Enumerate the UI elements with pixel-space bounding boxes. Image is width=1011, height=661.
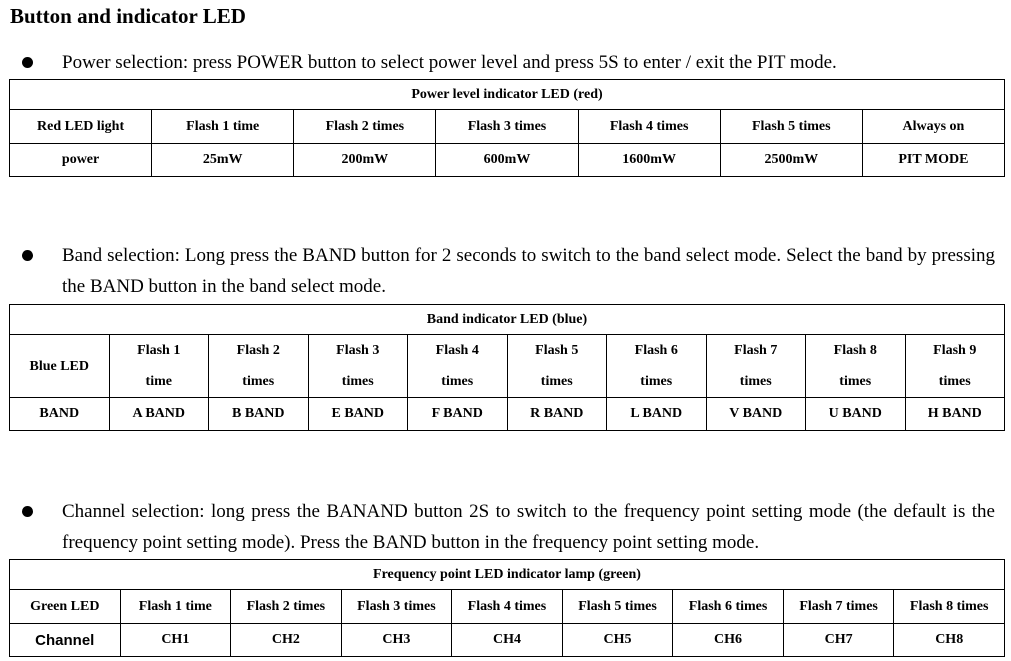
band-row-label: Blue LED bbox=[10, 335, 110, 398]
channel-row-label: Channel bbox=[10, 624, 121, 657]
channel-value-cell: CH1 bbox=[120, 624, 231, 657]
power-value-cell: 2500mW bbox=[720, 144, 862, 177]
channel-header-cell: Flash 3 times bbox=[341, 590, 452, 624]
band-value-cell: R BAND bbox=[507, 398, 607, 431]
channel-value-cell: CH8 bbox=[894, 624, 1005, 657]
channel-value-cell: CH2 bbox=[231, 624, 342, 657]
bullet-dot-icon bbox=[22, 57, 33, 68]
channel-header-cell: Flash 1 time bbox=[120, 590, 231, 624]
channel-header-cell: Flash 6 times bbox=[673, 590, 784, 624]
table-row bbox=[10, 144, 1005, 177]
band-header-cell: Flash 7 times bbox=[706, 335, 806, 398]
power-value-cell: 25mW bbox=[152, 144, 294, 177]
power-header-cell: Flash 5 times bbox=[720, 110, 862, 144]
table-row bbox=[10, 398, 1005, 431]
power-header-cell: Flash 2 times bbox=[294, 110, 436, 144]
section-heading: Button and indicator LED bbox=[10, 4, 246, 28]
table-row bbox=[10, 335, 1005, 398]
channel-value-cell: CH4 bbox=[452, 624, 563, 657]
power-value-cell: power bbox=[10, 144, 152, 177]
band-header-cell: Flash 6 times bbox=[607, 335, 707, 398]
power-selection-text: Power selection: press POWER button to select power level and press 5S to enter / exit the PIT mode. bbox=[62, 52, 837, 73]
band-value-cell: E BAND bbox=[308, 398, 408, 431]
band-selection-text: Band selection: Long press the BAND button for 2 seconds to switch to the band select mode. Select the band by pressing the BAND button in the band select mode. bbox=[62, 245, 995, 297]
channel-selection-text: Channel selection: long press the BANAND button 2S to switch to the frequency point setting mode (the default is the frequency point setting mode). Press the BAND button in the frequency point setting mode. bbox=[62, 501, 995, 553]
band-header-cell: Flash 8 times bbox=[806, 335, 906, 398]
band-header-cell: Flash 1 time bbox=[109, 335, 209, 398]
band-header-cell: Flash 9 times bbox=[905, 335, 1005, 398]
table-row bbox=[10, 624, 1005, 657]
power-header-cell: Always on bbox=[862, 110, 1004, 144]
power-header-cell: Flash 1 time bbox=[152, 110, 294, 144]
band-header-cell: Flash 2 times bbox=[209, 335, 309, 398]
power-value-cell: 200mW bbox=[294, 144, 436, 177]
band-value-cell: L BAND bbox=[607, 398, 707, 431]
power-value-cell: 1600mW bbox=[578, 144, 720, 177]
channel-header-cell: Flash 7 times bbox=[783, 590, 894, 624]
band-value-cell: BAND bbox=[10, 398, 110, 431]
band-header-cell: Flash 4 times bbox=[408, 335, 508, 398]
band-table-title: Band indicator LED (blue) bbox=[10, 305, 1005, 335]
power-value-cell: PIT MODE bbox=[862, 144, 1004, 177]
channel-header-cell: Green LED bbox=[10, 590, 121, 624]
table-row bbox=[10, 590, 1005, 624]
power-header-cell: Flash 4 times bbox=[578, 110, 720, 144]
band-indicator-table bbox=[9, 304, 1005, 431]
channel-value-cell: CH6 bbox=[673, 624, 784, 657]
power-header-cell: Flash 3 times bbox=[436, 110, 578, 144]
channel-table-title: Frequency point LED indicator lamp (green) bbox=[10, 560, 1005, 590]
power-level-table bbox=[9, 79, 1005, 177]
band-value-cell: V BAND bbox=[706, 398, 806, 431]
band-header-cell: Flash 3 times bbox=[308, 335, 408, 398]
channel-value-cell: CH3 bbox=[341, 624, 452, 657]
channel-header-cell: Flash 2 times bbox=[231, 590, 342, 624]
frequency-point-table bbox=[9, 559, 1005, 657]
band-selection-paragraph bbox=[62, 240, 995, 302]
bullet-dot-icon bbox=[22, 506, 33, 517]
channel-header-cell: Flash 8 times bbox=[894, 590, 1005, 624]
band-value-cell: A BAND bbox=[109, 398, 209, 431]
channel-value-cell: CH7 bbox=[783, 624, 894, 657]
channel-selection-paragraph bbox=[62, 496, 995, 558]
power-header-cell: Red LED light bbox=[10, 110, 152, 144]
band-value-cell: U BAND bbox=[806, 398, 906, 431]
power-value-cell: 600mW bbox=[436, 144, 578, 177]
channel-header-cell: Flash 4 times bbox=[452, 590, 563, 624]
band-header-cell: Flash 5 times bbox=[507, 335, 607, 398]
band-value-cell: F BAND bbox=[408, 398, 508, 431]
channel-header-cell: Flash 5 times bbox=[562, 590, 673, 624]
channel-value-cell: CH5 bbox=[562, 624, 673, 657]
power-table-title: Power level indicator LED (red) bbox=[10, 80, 1005, 110]
bullet-dot-icon bbox=[22, 250, 33, 261]
table-row bbox=[10, 110, 1005, 144]
band-value-cell: B BAND bbox=[209, 398, 309, 431]
band-value-cell: H BAND bbox=[905, 398, 1005, 431]
power-selection-paragraph bbox=[62, 47, 995, 78]
